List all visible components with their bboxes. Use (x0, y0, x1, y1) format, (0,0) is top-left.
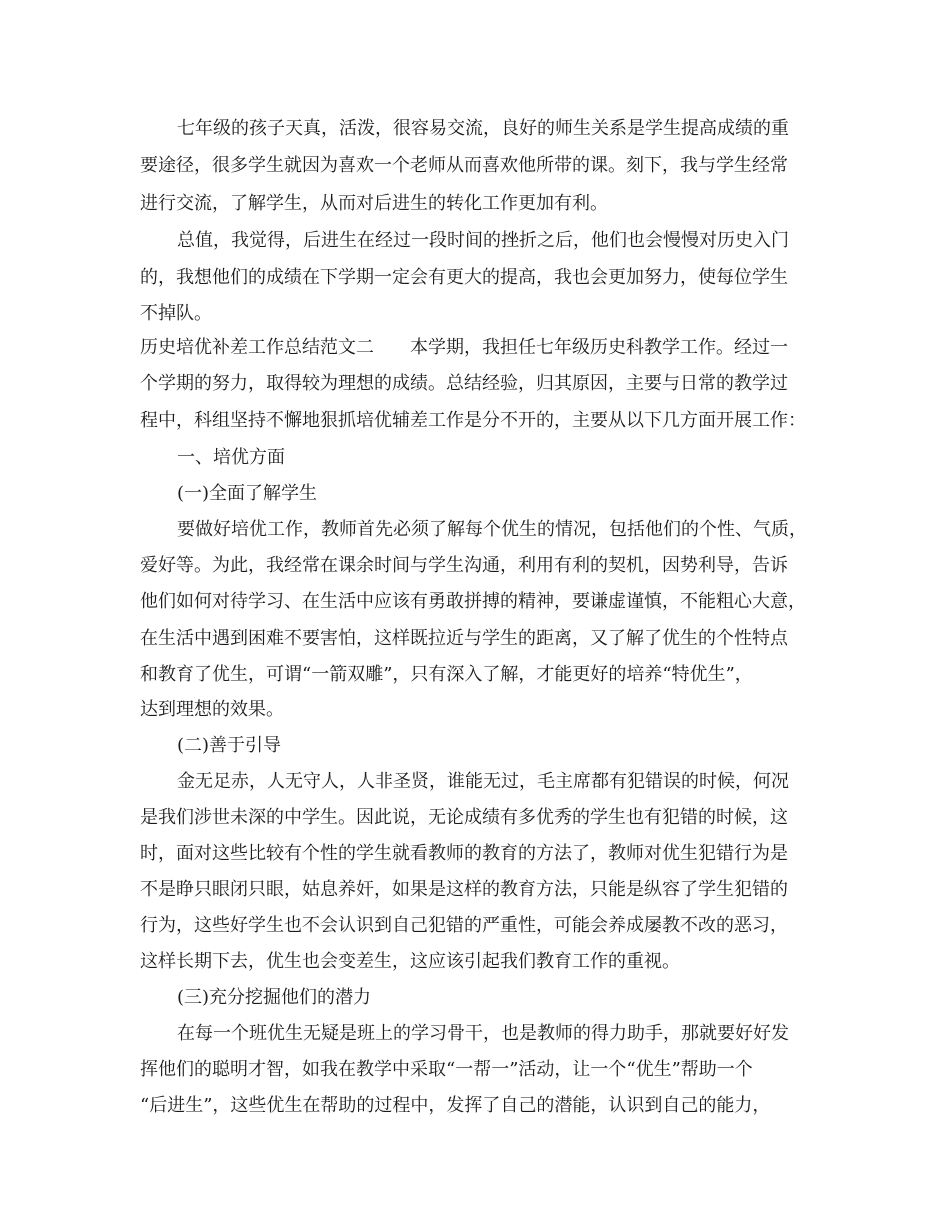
text-line: 进行交流，了解学生，从而对后进生的转化工作更加有利。 (140, 193, 608, 214)
subheading-2: (二)善于引导 (177, 735, 282, 756)
subheading-1: (一)全面了解学生 (177, 483, 318, 504)
text-line: 爱好等。为此，我经常在课余时间与学生沟通，利用有利的契机，因势利导，告诉 (140, 555, 788, 576)
text-line: 不掉队。 (140, 303, 212, 324)
text-line: 要途径，很多学生就因为喜欢一个老师从而喜欢他所带的课。刻下，我与学生经常 (140, 155, 788, 176)
text-line: “后进生”，这些优生在帮助的过程中，发挥了自己的潜能，认识到自己的能力， (140, 1095, 771, 1116)
subheading-3: (三)充分挖掘他们的潜力 (177, 987, 372, 1008)
section-heading-line: 历史培优补差工作总结范文二 本学期，我担任七年级历史科教学工作。经过一 (140, 337, 788, 358)
text-line: 是我们涉世未深的中学生。因此说，无论成绩有多优秀的学生也有犯错的时候，这 (140, 807, 788, 828)
text-line: 的，我想他们的成绩在下学期一定会有更大的提高，我也会更加努力，使每位学生 (140, 267, 788, 288)
text-line: 挥他们的聪明才智，如我在教学中采取“一帮一”活动，让一个“优生”帮助一个 (140, 1059, 753, 1080)
text-line: 在每一个班优生无疑是班上的学习骨干，也是教师的得力助手，那就要好好发 (177, 1023, 789, 1044)
text-line: 金无足赤，人无守人，人非圣贤，谁能无过，毛主席都有犯错误的时候，何况 (177, 771, 789, 792)
text-line: 七年级的孩子天真，活泼，很容易交流，良好的师生关系是学生提高成绩的重 (177, 118, 789, 139)
heading-peiyou: 一、培优方面 (177, 447, 285, 468)
text-line: 在生活中遇到困难不要害怕，这样既拉近与学生的距离，又了解了优生的个性特点 (140, 628, 788, 649)
text-line: 时，面对这些比较有个性的学生就看教师的教育的方法了，教师对优生犯错行为是 (140, 843, 788, 864)
text-line: 这样长期下去，优生也会变差生，这应该引起我们教育工作的重视。 (140, 951, 680, 972)
text-line: 不是睁只眼闭只眼，姑息养奸，如果是这样的教育方法，只能是纵容了学生犯错的 (140, 879, 788, 900)
text-line: 程中，科组坚持不懈地狠抓培优辅差工作是分不开的，主要从以下几方面开展工作： (140, 410, 806, 431)
text-line: 达到理想的效果。 (140, 699, 284, 720)
text-line: 他们如何对待学习、在生活中应该有勇敢拼搏的精神，要谦虚谨慎，不能粗心大意， (140, 591, 806, 612)
text-line: 行为，这些好学生也不会认识到自己犯错的严重性，可能会养成屡教不改的恶习， (140, 915, 788, 936)
text-line: 总值，我觉得，后进生在经过一段时间的挫折之后，他们也会慢慢对历史入门 (177, 230, 789, 251)
text-line: 个学期的努力，取得较为理想的成绩。总结经验，归其原因，主要与日常的教学过 (140, 373, 788, 394)
text-line: 要做好培优工作，教师首先必须了解每个优生的情况，包括他们的个性、气质， (177, 519, 807, 540)
text-line: 和教育了优生，可谓“一箭双雕”，只有深入了解，才能更好的培养“特优生”， (140, 664, 753, 685)
